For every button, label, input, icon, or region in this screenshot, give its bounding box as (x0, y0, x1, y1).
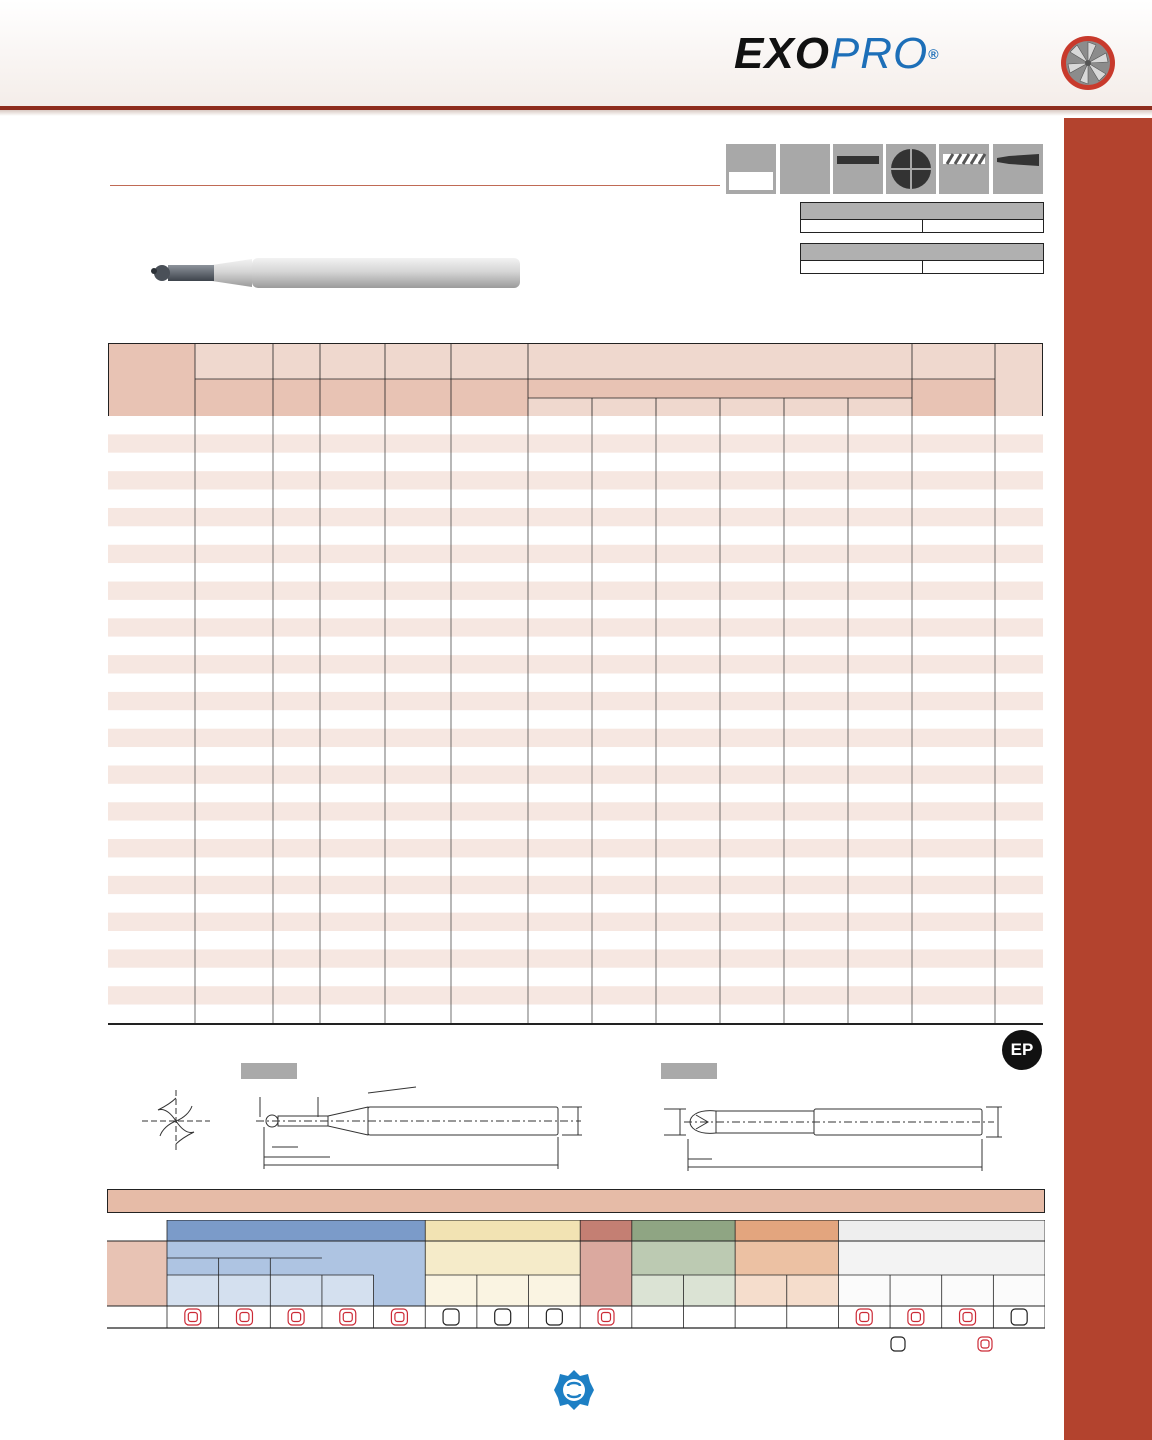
table-row-stripe (108, 692, 1043, 710)
table-row (108, 968, 1043, 986)
best-rating-icon (856, 1309, 872, 1325)
table-row-stripe (108, 434, 1043, 452)
table-row (108, 1005, 1043, 1023)
table-row (108, 563, 1043, 581)
best-rating-icon (391, 1309, 407, 1325)
table-row (108, 600, 1043, 618)
good-rating-icon (890, 1336, 906, 1352)
material-blue-cell (322, 1241, 374, 1275)
figure-tag-1 (241, 1063, 297, 1079)
header-lower-cell (195, 379, 273, 416)
header-lower-cell (385, 379, 451, 416)
best-rating-icon (288, 1309, 304, 1325)
material-group-subband (580, 1275, 632, 1306)
header-lower-cell (451, 379, 528, 416)
materials-label-cell (107, 1241, 167, 1306)
info-box-1 (800, 202, 1044, 233)
header-upper-cell (912, 343, 995, 379)
table-row-stripe (108, 949, 1043, 967)
tool-drawing-short (656, 1085, 1008, 1175)
info-box-2-header (801, 244, 1043, 261)
material-group-band (580, 1241, 632, 1275)
page-header (0, 0, 1152, 106)
material-group-header (632, 1220, 735, 1241)
table-row (108, 674, 1043, 692)
table-row-stripe (108, 839, 1043, 857)
good-rating-icon (495, 1309, 511, 1325)
table-row (108, 894, 1043, 912)
section-sidebar (1064, 118, 1152, 1440)
material-blue-tall-cell (374, 1241, 426, 1306)
materials-banner (107, 1189, 1045, 1213)
brand-main: EXO (734, 29, 830, 78)
brand-accent: PRO (829, 29, 929, 78)
spec-cell-2 (780, 144, 830, 194)
material-group-band (425, 1241, 580, 1275)
material-group-band (838, 1241, 1045, 1275)
figure-tag-2 (661, 1063, 717, 1079)
header-upper-cell (273, 343, 320, 379)
table-row (108, 416, 1043, 434)
spec-cell-3 (833, 144, 883, 194)
best-rating-icon (340, 1309, 356, 1325)
good-rating-icon (443, 1309, 459, 1325)
header-lower-cell (912, 379, 995, 416)
brand-logo (734, 29, 940, 78)
header-span-cell (528, 379, 912, 398)
tool-drawing-long-neck (236, 1085, 596, 1175)
ball-end-icon (886, 144, 936, 194)
material-group-header (425, 1220, 580, 1241)
table-row (108, 490, 1043, 508)
header-upper-cell (528, 343, 912, 379)
ep-badge: EP (1002, 1030, 1042, 1070)
info-box-2-cell-right (922, 261, 1044, 273)
material-group-band (632, 1241, 735, 1275)
table-row-stripe (108, 802, 1043, 820)
header-upper-cell (995, 343, 1043, 379)
registered-mark: ® (928, 46, 940, 62)
info-box-1-cell-right (922, 220, 1044, 232)
table-row (108, 857, 1043, 875)
spec-cell-5 (939, 144, 989, 194)
best-rating-icon (960, 1309, 976, 1325)
materials-table (107, 1220, 1045, 1330)
best-rating-icon (977, 1336, 993, 1352)
table-row (108, 821, 1043, 839)
table-row-stripe (108, 765, 1043, 783)
material-group-header (838, 1220, 1045, 1241)
table-row (108, 526, 1043, 544)
material-group-band (735, 1241, 838, 1275)
product-table (108, 343, 1043, 1025)
shank-neck-icon (993, 144, 1043, 194)
best-rating-icon (185, 1309, 201, 1325)
header-last-cell (995, 379, 1043, 416)
material-group-header (580, 1220, 632, 1241)
table-row (108, 453, 1043, 471)
spec-cell-1-field (729, 172, 773, 190)
header-shadow (0, 110, 1152, 116)
table-row-stripe (108, 508, 1043, 526)
table-row-stripe (108, 471, 1043, 489)
spec-cell-4 (886, 144, 936, 194)
table-row-stripe (108, 545, 1043, 563)
info-box-2-cell-left (801, 261, 922, 273)
best-rating-icon (908, 1309, 924, 1325)
header-upper-cell (451, 343, 528, 379)
table-row (108, 637, 1043, 655)
best-rating-icon (598, 1309, 614, 1325)
table-row-stripe (108, 582, 1043, 600)
good-rating-icon (546, 1309, 562, 1325)
table-row-stripe (108, 655, 1043, 673)
table-row (108, 931, 1043, 949)
osg-logo-icon (552, 1368, 596, 1412)
title-rule (110, 185, 720, 186)
product-photo (148, 256, 528, 290)
material-group-header (167, 1220, 425, 1241)
spec-cell-6 (993, 144, 1043, 194)
good-rating-icon (1011, 1309, 1027, 1325)
header-upper-cell (320, 343, 385, 379)
info-box-1-header (801, 203, 1043, 220)
header-cell-first (108, 343, 195, 416)
endmill-face-icon (1060, 35, 1116, 91)
table-row-stripe (108, 618, 1043, 636)
table-row-stripe (108, 986, 1043, 1004)
table-row (108, 747, 1043, 765)
header-lower-cell (273, 379, 320, 416)
helix-flute-icon (939, 144, 989, 194)
table-row-stripe (108, 913, 1043, 931)
info-box-1-cell-left (801, 220, 922, 232)
table-bottom-rule (108, 1023, 1043, 1025)
header-upper-cell (195, 343, 273, 379)
header-lower-cell (320, 379, 385, 416)
info-box-2 (800, 243, 1044, 274)
header-upper-cell (385, 343, 451, 379)
table-row-stripe (108, 729, 1043, 747)
table-row-stripe (108, 876, 1043, 894)
best-rating-icon (236, 1309, 252, 1325)
material-group-subband (425, 1275, 580, 1306)
table-row (108, 784, 1043, 802)
table-row (108, 710, 1043, 728)
end-view-drawing (138, 1086, 214, 1156)
shank-bar-icon (833, 144, 883, 194)
material-group-header (735, 1220, 838, 1241)
